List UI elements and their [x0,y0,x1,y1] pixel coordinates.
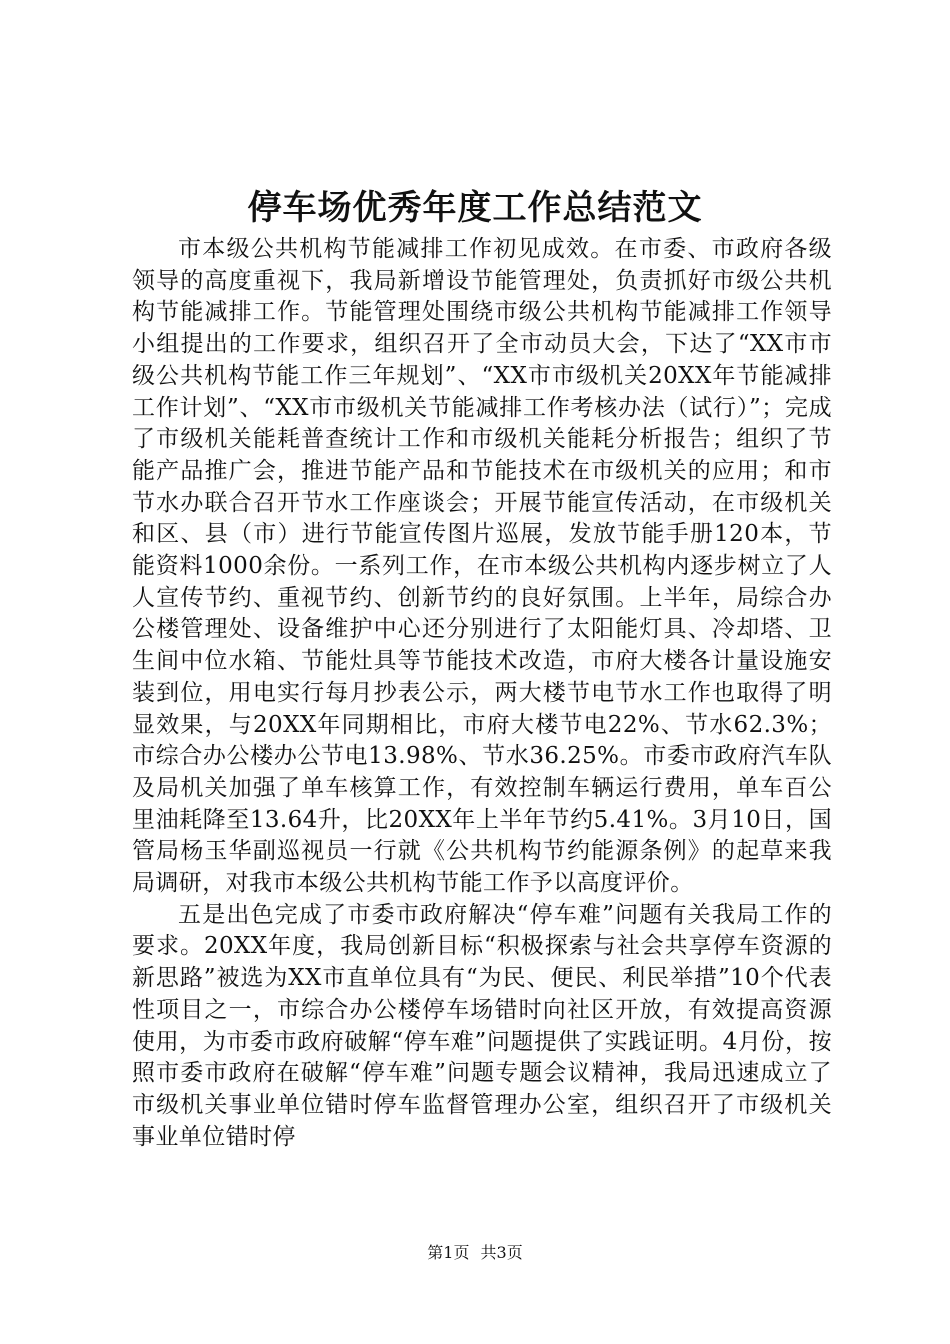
page-footer [0,1243,950,1263]
page-number: 第1页 [427,1243,470,1262]
page-total: 共3页 [480,1243,523,1262]
document-body [132,234,832,1153]
paragraph-2: 五是出色完成了市委市政府解决“停车难”问题有关我局工作的要求。20XX年度，我局创新目标“积极探索与社会共享停车资源的新思路”被选为XX市直单位具有“为民、便民、利民举措”10个代表性项目之一，市综合办公楼停车场错时向社区开放，有效提高资源使用，为市委市政府破解“停车难”问题提供了实践证明。4月份，按照市委市政府在破解“停车难”问题专题会议精神，我局迅速成立了市级机关事业单位错时停车监督管理办公室，组织召开了市级机关事业单位错时停 [132,901,832,1150]
paragraph-1: 市本级公共机构节能减排工作初见成效。在市委、市政府各级领导的高度重视下，我局新增设节能管理处，负责抓好市级公共机构节能减排工作。节能管理处围绕市级公共机构节能减排工作领导小组提出的工作要求，组织召开了全市动员大会，下达了“XX市市级公共机构节能工作三年规划”、“XX市市级机关20XX年节能减排工作计划”、“XX市市级机关节能减排工作考核办法（试行）”；完成了市级机关能耗普查统计工作和市级机关能耗分析报告；组织了节能产品推广会，推进节能产品和节能技术在市级机关的应用；和市节水办联合召开节水工作座谈会；开展节能宣传活动，在市级机关和区、县（市）进行节能宣传图片巡展，发放节能手册120本，节能资料1000余份。一系列工作，在市本级公共机构内逐步树立了人人宣传节约、重视节约、创新节约的良好氛围。上半年，局综合办公楼管理处、设备维护中心还分别进行了太阳能灯具、冷却塔、卫生间中位水箱、节能灶具等节能技术改造，市府大楼各计量设施安装到位，用电实行每月抄表公示，两大楼节电节水工作也取得了明显效果，与20XX年同期相比，市府大楼节电22%、节水62.3%；市综合办公楼办公节电13.98%、节水36.25%。市委市政府汽车队及局机关加强了单车核算工作，有效控制车辆运行费用，单车百公里油耗降至13.64升，比20XX年上半年节约5.41%。3月10日，国管局杨玉华副巡视员一行就《公共机构节约能源条例》的起草来我局调研，对我市本级公共机构节能工作予以高度评价。 [132,236,832,897]
document-title: 停车场优秀年度工作总结范文 [247,188,703,228]
